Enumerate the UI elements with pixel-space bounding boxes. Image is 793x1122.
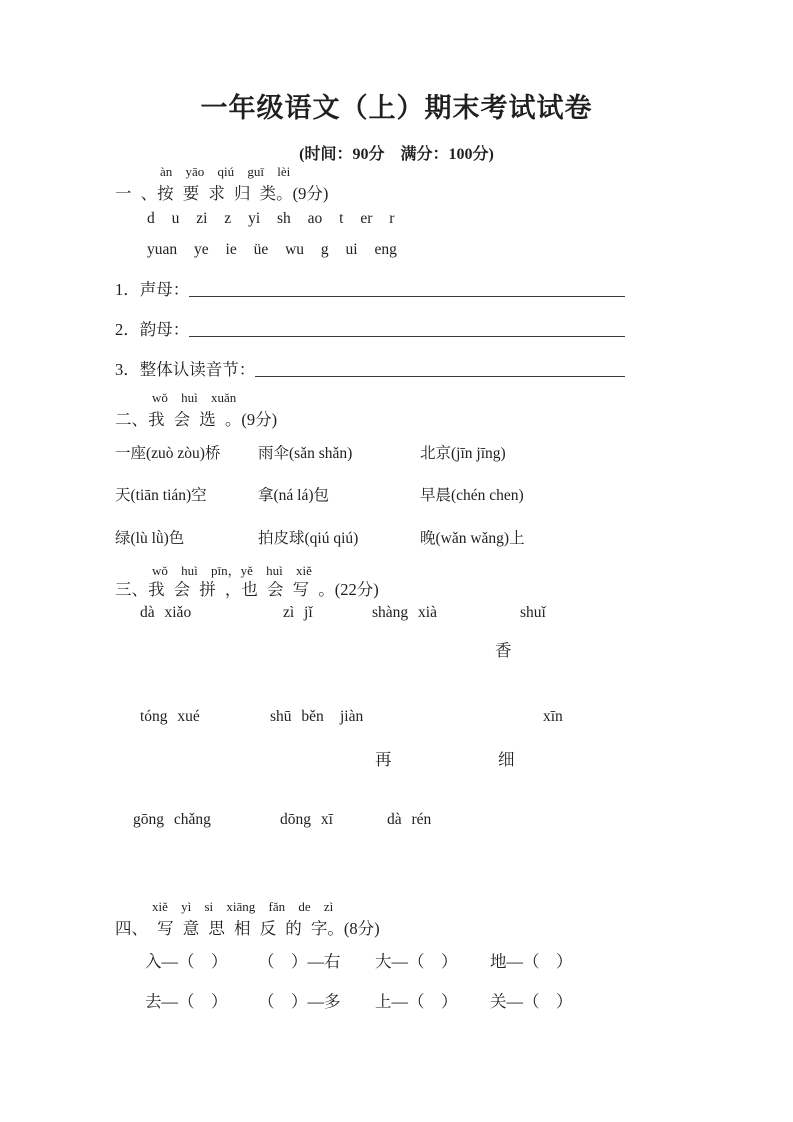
section3-heading: 三、我 会 拼 ，也 会 写 。(22分) bbox=[115, 580, 379, 599]
choice-item-qiao: 一座(zuò zòu)桥 bbox=[115, 445, 221, 462]
given-char-xiang: 香 bbox=[495, 641, 512, 660]
choice-item-beijing: 北京(jīn jīng) bbox=[420, 445, 506, 462]
section4-heading: 四、 写 意 思 相 反 的 字。(8分) bbox=[115, 919, 380, 938]
section1-letters-row1: d u zi z yi sh ao t er r bbox=[147, 210, 395, 227]
section4-pinyin: xiě yì si xiāng fǎn de zì bbox=[152, 899, 334, 914]
yunmu-answer-row bbox=[115, 316, 625, 340]
antonym-cell-qu: 去—（ ） bbox=[145, 992, 228, 1011]
antonym-cell-you: （ ）—右 bbox=[258, 952, 341, 971]
section2-pinyin: wǒ huì xuǎn bbox=[152, 390, 237, 405]
antonym-cell-guan: 关—（ ） bbox=[490, 992, 573, 1011]
section2-heading: 二、我 会 选 。(9分) bbox=[115, 410, 278, 429]
exam-time-score-info: (时间：90分 满分：100分) bbox=[299, 146, 494, 163]
antonym-cell-da: 大—（ ） bbox=[375, 952, 458, 971]
shengmu-label: 1．声母： bbox=[115, 280, 190, 299]
choice-item-wanshang: 晚(wǎn wǎng)上 bbox=[420, 530, 525, 547]
pinyin-word-shangxia: shàng xià bbox=[372, 604, 437, 621]
given-char-zai: 再 bbox=[375, 750, 392, 769]
pinyin-word-xin: xīn bbox=[543, 708, 563, 725]
given-char-xi: 细 bbox=[498, 750, 515, 769]
antonym-cell-ru: 入—（ ） bbox=[145, 952, 228, 971]
section3-pinyin: wǒ huì pīn，yě huì xiě bbox=[152, 563, 312, 578]
yunmu-answer-line bbox=[189, 336, 625, 337]
shengmu-answer-line bbox=[189, 296, 625, 297]
choice-item-zaochen: 早晨(chén chen) bbox=[420, 487, 524, 504]
shengmu-answer-row bbox=[115, 276, 625, 300]
pinyin-word-jian: jiàn bbox=[340, 708, 364, 725]
yunmu-label: 2．韵母： bbox=[115, 320, 190, 339]
pinyin-word-tongxue: tóng xué bbox=[140, 708, 200, 725]
pinyin-word-shuben: shū běn bbox=[270, 708, 324, 725]
pinyin-word-dongxi: dōng xī bbox=[280, 811, 333, 828]
pinyin-word-daren: dà rén bbox=[387, 811, 432, 828]
pinyin-word-shui: shuǐ bbox=[520, 604, 546, 621]
yinjie-label: 3．整体认读音节： bbox=[115, 360, 256, 379]
section1-letters-row2: yuan ye ie üe wu g ui eng bbox=[147, 241, 397, 258]
pinyin-word-daxiao: dà xiǎo bbox=[140, 604, 192, 621]
pinyin-word-ziji: zì jǐ bbox=[283, 604, 313, 621]
section1-pinyin: àn yāo qiú guī lèi bbox=[160, 164, 291, 179]
antonym-cell-duo: （ ）—多 bbox=[258, 992, 341, 1011]
choice-item-paipiqiu: 拍皮球(qiú qiú) bbox=[258, 530, 359, 547]
choice-item-tiankong: 天(tiān tián)空 bbox=[115, 487, 207, 504]
antonym-cell-di: 地—（ ） bbox=[490, 952, 573, 971]
yinjie-answer-row bbox=[115, 356, 625, 380]
section1-heading: 一 、按 要 求 归 类。(9分) bbox=[115, 184, 329, 203]
yinjie-answer-line bbox=[255, 376, 625, 377]
antonym-cell-shang: 上—（ ） bbox=[375, 992, 458, 1011]
choice-item-nabao: 拿(ná lá)包 bbox=[258, 487, 330, 504]
choice-item-lvse: 绿(lù lǜ)色 bbox=[115, 530, 185, 547]
choice-item-yusan: 雨伞(sǎn shǎn) bbox=[258, 445, 353, 462]
pinyin-word-gongchang: gōng chǎng bbox=[133, 811, 211, 828]
page-title: 一年级语文（上）期末考试试卷 bbox=[200, 93, 593, 123]
